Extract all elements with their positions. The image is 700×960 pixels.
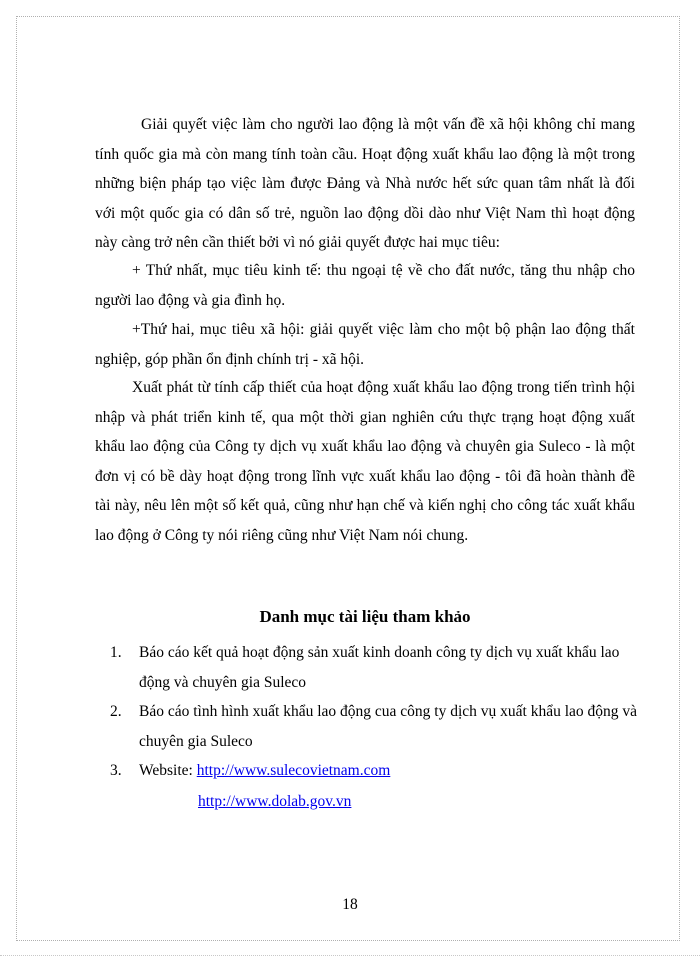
reference-number: 1. [110,644,122,661]
reference-number: 3. [110,762,122,779]
reference-item [110,697,645,756]
suleco-website-link[interactable]: http://www.sulecovietnam.com [196,762,391,779]
conclusion-paragraph: Xuất phát từ tính cấp thiết của hoạt động xuất khẩu lao động trong tiến trình hội nhập và phát triển kinh tế, qua một thời gian nghiên cứu thực trạng hoạt động xuất khẩu lao động của Công ty dịch vụ xuất khẩu lao động và chuyên gia Suleco - là một đơn vị có bề dày hoạt động trong lĩnh vực xuất khẩu lao động - tôi đã hoàn thành đề tài này, nêu lên một số kết quả, cũng như hạn chế và kiến nghị cho công tác xuất khẩu lao động ở Công ty nói riêng cũng như Việt Nam nói chung. [95,379,635,544]
page-break-rule [0,955,700,956]
reference-text: Báo cáo tình hình xuất khẩu lao động cua công ty dịch vụ xuất khẩu lao động và chuyên gia Suleco [139,703,638,750]
intro-paragraph: Giải quyết việc làm cho người lao động là một vấn đề xã hội không chỉ mang tính quốc gia mà còn mang tính toàn cầu. Hoạt động xuất khẩu lao động là một trong những biện pháp tạo việc làm được Đảng và Nhà nước hết sức quan tâm nhất là đối với một quốc gia có dân số trẻ, nguồn lao động dồi dào như Việt Nam thì hoạt động này càng trở nên cần thiết bởi vì nó giải quyết được hai mục tiêu: [95,116,635,251]
references-list [110,638,645,786]
goal-economic-paragraph: + Thứ nhất, mục tiêu kinh tế: thu ngoại tệ về cho đất nước, tăng thu nhập cho người lao động và gia đình họ. [95,262,635,309]
reference-item [110,638,645,697]
goal-social-paragraph: +Thứ hai, mục tiêu xã hội: giải quyết việc làm cho một bộ phận lao động thất nghiệp, góp phần ổn định chính trị - xã hội. [95,321,635,368]
reference-item [110,756,645,786]
dolab-website-link[interactable]: http://www.dolab.gov.vn [198,793,352,810]
reference-number: 2. [110,703,122,720]
page-number: 18 [342,896,358,913]
website-label: Website: [139,762,197,779]
references-heading: Danh mục tài liệu tham khảo [259,607,471,626]
reference-text: Báo cáo kết quả hoạt động sản xuất kinh doanh công ty dịch vụ xuất khẩu lao động và chuyên gia Suleco [139,644,620,691]
